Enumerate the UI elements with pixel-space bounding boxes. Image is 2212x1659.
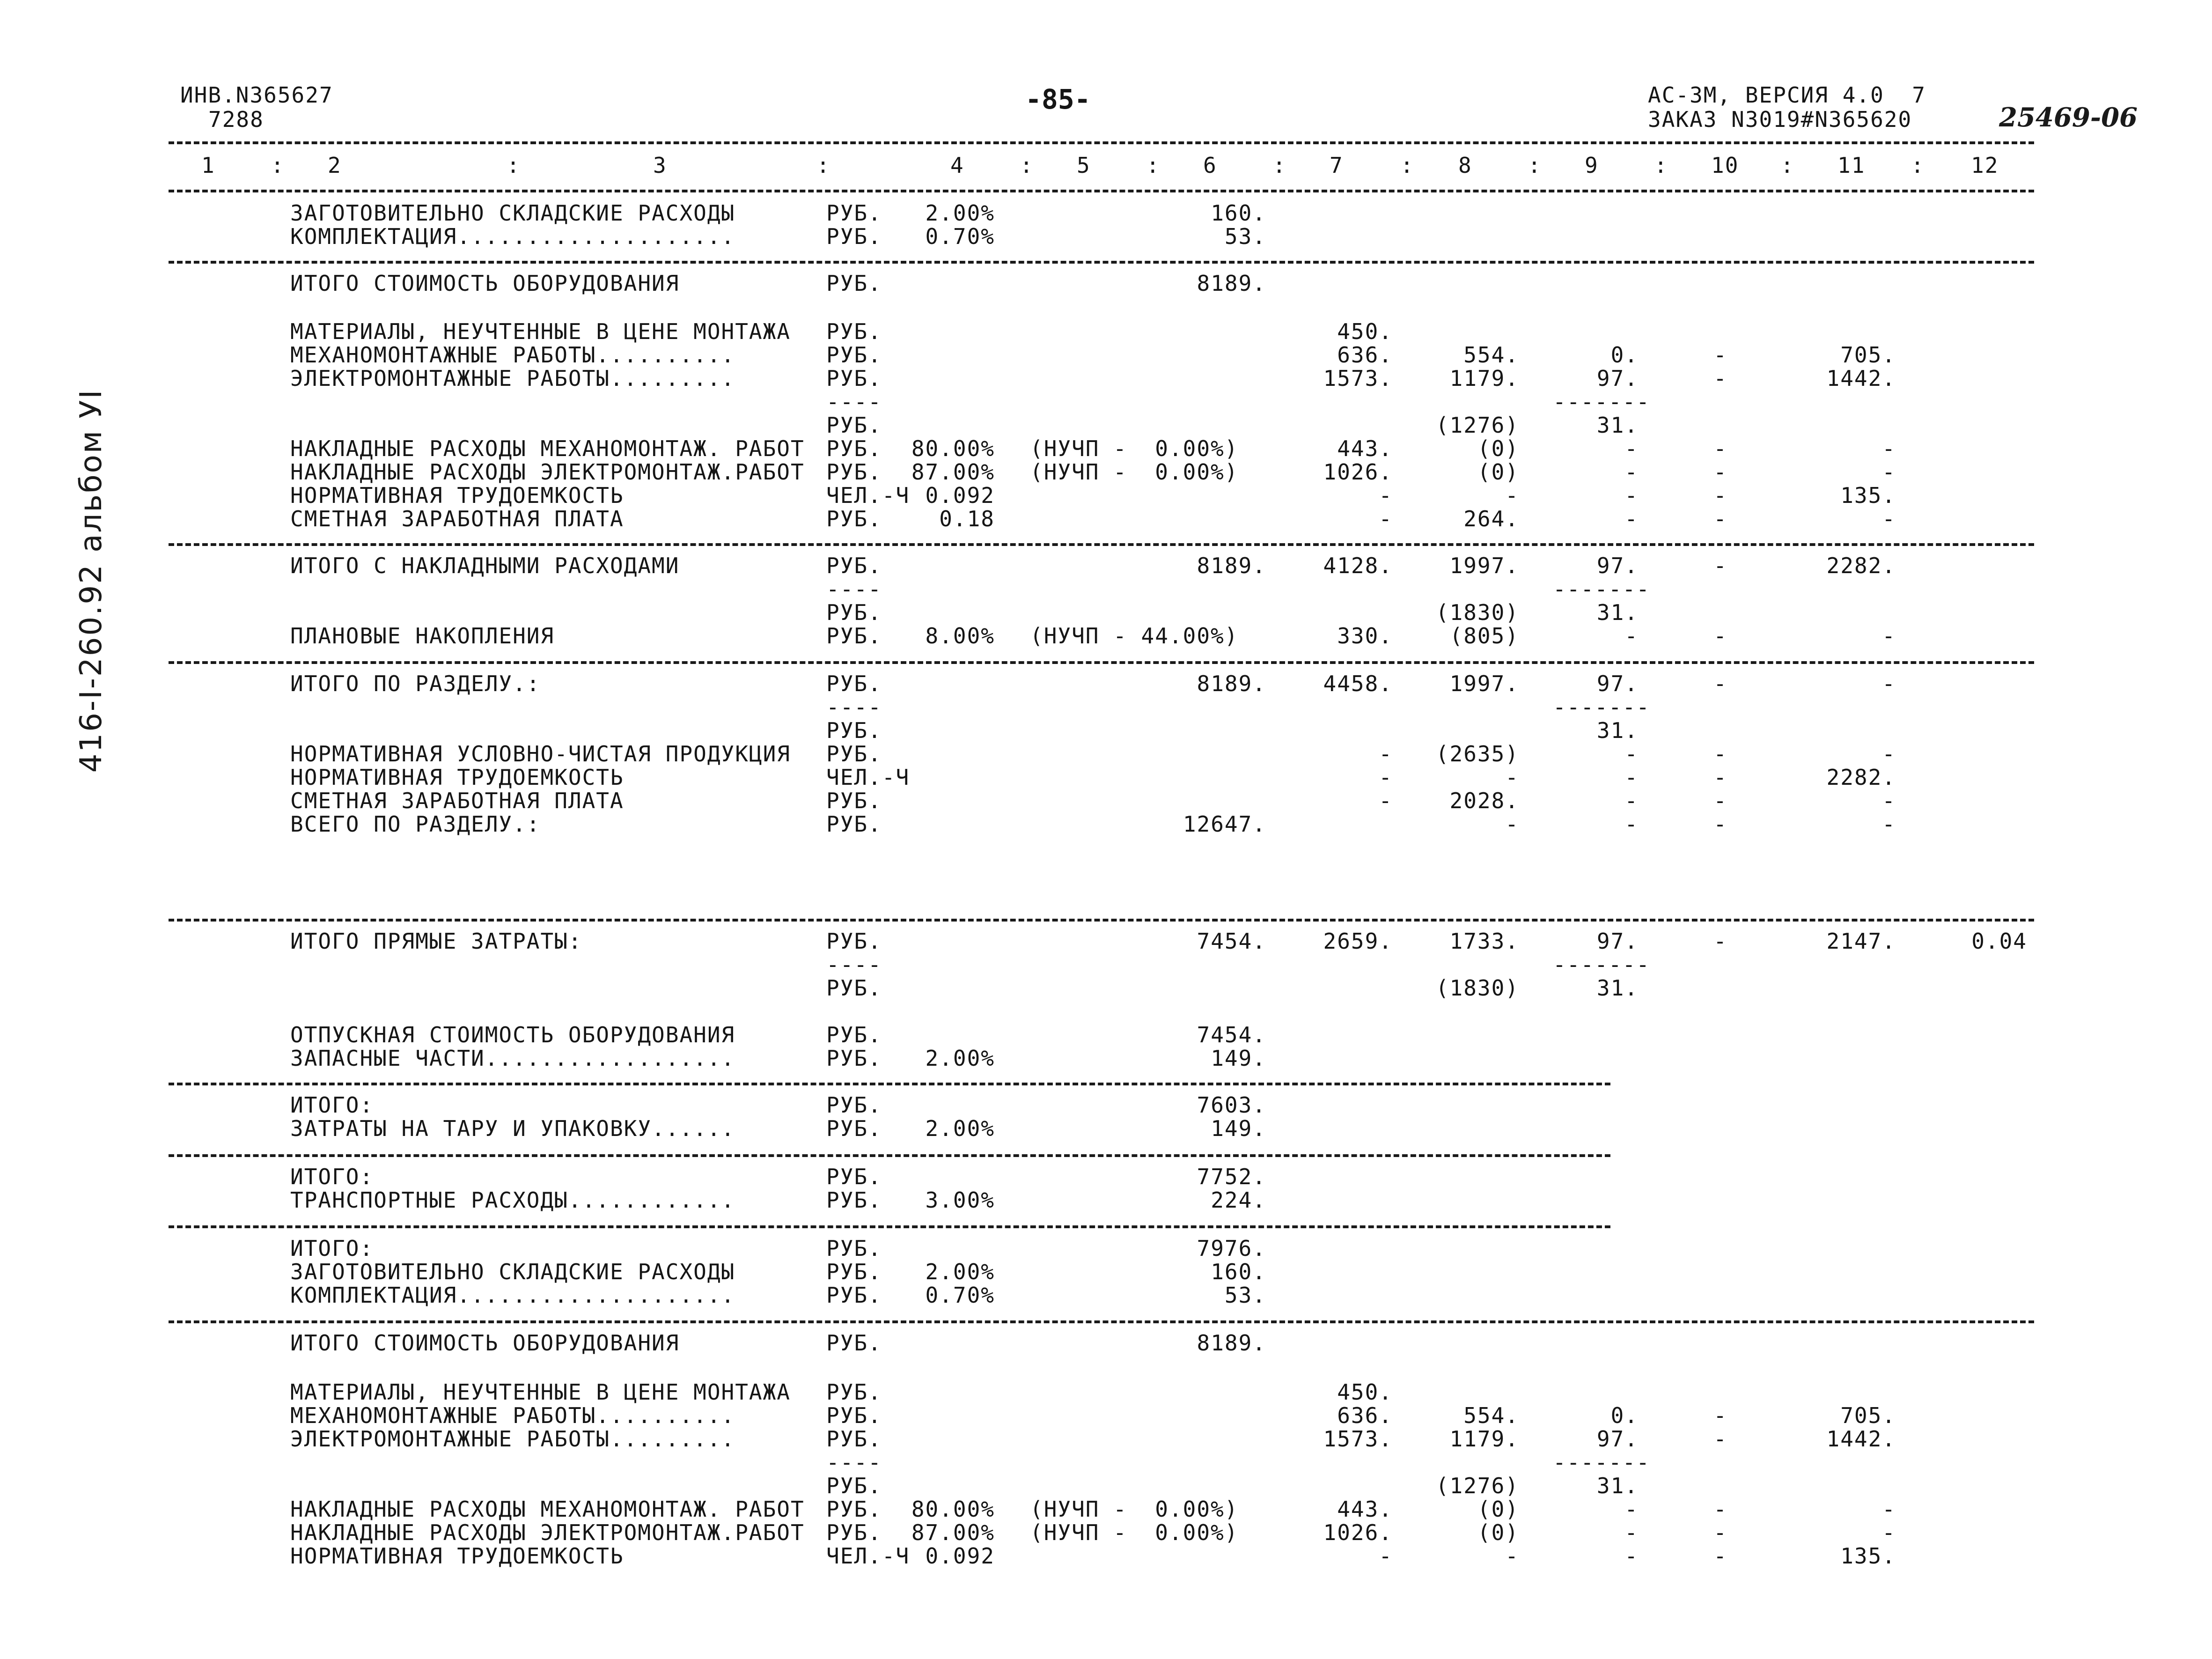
order-number: ЗАКАЗ N3019#N365620 xyxy=(1648,107,1912,132)
total-cost-cell: - xyxy=(1379,1543,1393,1569)
wage-cell: - xyxy=(1505,483,1519,508)
wage-cell: (0) xyxy=(1477,1520,1519,1545)
total-cost-cell: - xyxy=(1379,483,1393,508)
row-label: НОРМАТИВНАЯ ТРУДОЕМКОСТЬ xyxy=(290,483,624,508)
total-cost-cell: 450. xyxy=(1337,319,1393,344)
unit-cell: РУБ. xyxy=(826,342,882,368)
unit-cell: РУБ. xyxy=(826,459,882,485)
total-cost-cell: - xyxy=(1379,765,1393,790)
row-label: ПЛАНОВЫЕ НАКОПЛЕНИЯ xyxy=(290,623,555,649)
unit-cell: РУБ. xyxy=(826,1403,882,1428)
machine-cell: ------- xyxy=(1553,1450,1650,1475)
col10-cell: - xyxy=(1713,1543,1727,1569)
unit-cell: РУБ. xyxy=(826,718,882,743)
rate-cell: 0.092 xyxy=(925,483,995,508)
equipment-cost-cell: 8189. xyxy=(1197,671,1266,696)
row-label: КОМПЛЕКТАЦИЯ.................... xyxy=(290,224,735,249)
column-separator: : xyxy=(1911,153,1925,178)
wage-cell: (1276) xyxy=(1435,1473,1519,1498)
row-label: ИТОГО СТОИМОСТЬ ОБОРУДОВАНИЯ xyxy=(290,271,680,296)
wage-cell: - xyxy=(1505,811,1519,837)
equipment-cost-cell: 8189. xyxy=(1197,1330,1266,1356)
column-number: 2 xyxy=(328,153,342,178)
machine-cell: ------- xyxy=(1553,576,1650,602)
col10-cell: - xyxy=(1713,1403,1727,1428)
rate-cell: 2.00% xyxy=(925,1259,995,1284)
total-cost-cell: 2659. xyxy=(1323,929,1393,954)
equipment-cost-cell: 7976. xyxy=(1197,1236,1266,1261)
rate-cell: 87.00% xyxy=(911,459,995,485)
total-cost-cell: 443. xyxy=(1337,436,1393,461)
row-label: ИТОГО: xyxy=(290,1092,374,1118)
col10-cell: - xyxy=(1713,483,1727,508)
total-cost-cell: 1573. xyxy=(1323,1426,1393,1452)
col10-cell: - xyxy=(1713,436,1727,461)
wage-cell: 1733. xyxy=(1449,929,1519,954)
row-label: ИТОГО ПО РАЗДЕЛУ.: xyxy=(290,671,541,696)
labor-cell: 1442. xyxy=(1826,1426,1896,1452)
rate-cell: 3.00% xyxy=(925,1187,995,1213)
col10-cell: - xyxy=(1713,342,1727,368)
col10-cell: - xyxy=(1713,366,1727,391)
labor-cell: - xyxy=(1882,671,1896,696)
unit-cell: РУБ. xyxy=(826,1046,882,1071)
column-number: 4 xyxy=(950,153,964,178)
unit-cell: РУБ. xyxy=(826,811,882,837)
col10-cell: - xyxy=(1713,506,1727,531)
rate-cell: 2.00% xyxy=(925,1046,995,1071)
unit-cell: РУБ. xyxy=(826,1022,882,1047)
row-label: ЗАГОТОВИТЕЛЬНО СКЛАДСКИЕ РАСХОДЫ xyxy=(290,1259,735,1284)
wage-cell: (0) xyxy=(1477,1497,1519,1522)
col10-cell: - xyxy=(1713,741,1727,767)
column-separator: : xyxy=(1400,153,1414,178)
column-number: 5 xyxy=(1077,153,1091,178)
column-number: 7 xyxy=(1330,153,1344,178)
rate-cell: 8.00% xyxy=(925,623,995,649)
equipment-cost-cell: 160. xyxy=(1211,200,1266,226)
col10-cell: - xyxy=(1713,811,1727,837)
row-label: ТРАНСПОРТНЫЕ РАСХОДЫ............ xyxy=(290,1187,735,1213)
unit-cell: РУБ. xyxy=(826,741,882,767)
unit-cell: РУБ. xyxy=(826,224,882,249)
unit-cell: РУБ. xyxy=(826,366,882,391)
equipment-cost-cell: 8189. xyxy=(1197,553,1266,578)
equipment-cost-cell: 7752. xyxy=(1197,1164,1266,1189)
equipment-cost-cell: 224. xyxy=(1211,1187,1266,1213)
wage-cell: 1179. xyxy=(1449,366,1519,391)
row-label: НОРМАТИВНАЯ ТРУДОЕМКОСТЬ xyxy=(290,1543,624,1569)
unit-cell: РУБ. xyxy=(826,788,882,813)
rule-line xyxy=(169,661,2034,664)
rule-line xyxy=(169,1083,1610,1085)
equipment-cost-cell: 7603. xyxy=(1197,1092,1266,1118)
machine-cell: - xyxy=(1624,1543,1639,1569)
column-separator: : xyxy=(816,153,830,178)
equipment-cost-cell: 7454. xyxy=(1197,1022,1266,1047)
column-separator: : xyxy=(271,153,285,178)
labor-cell: - xyxy=(1882,436,1896,461)
labor-cell: 2282. xyxy=(1826,553,1896,578)
column-number: 6 xyxy=(1203,153,1217,178)
col10-cell: - xyxy=(1713,459,1727,485)
rule-line xyxy=(169,190,2034,192)
machine-cell: - xyxy=(1624,506,1639,531)
unit-cell: РУБ. xyxy=(826,929,882,954)
machine-cell: - xyxy=(1624,1497,1639,1522)
col10-cell: - xyxy=(1713,788,1727,813)
machine-cell: 97. xyxy=(1596,366,1639,391)
unit-cell: РУБ. xyxy=(826,506,882,531)
row-label: ЗАТРАТЫ НА ТАРУ И УПАКОВКУ...... xyxy=(290,1116,735,1141)
machine-cell: 31. xyxy=(1596,1473,1639,1498)
unit-cell: РУБ. xyxy=(826,1116,882,1141)
nuchp-cell: (НУЧП - 0.00%) xyxy=(1030,1497,1239,1522)
inventory-number: ИНВ.N365627 xyxy=(180,82,333,108)
total-cost-cell: 1573. xyxy=(1323,366,1393,391)
unit-cell: РУБ. xyxy=(826,1330,882,1356)
wage-cell: 1179. xyxy=(1449,1426,1519,1452)
rate-cell: 80.00% xyxy=(911,1497,995,1522)
labor-cell: 135. xyxy=(1840,483,1896,508)
total-cost-cell: 636. xyxy=(1337,342,1393,368)
unit-cell: РУБ. xyxy=(826,1187,882,1213)
wage-cell: 1997. xyxy=(1449,671,1519,696)
side-album-label: 416-I-260.92 альбом УI xyxy=(74,388,109,773)
row-label: СМЕТНАЯ ЗАРАБОТНАЯ ПЛАТА xyxy=(290,506,624,531)
row-label: ЭЛЕКТРОМОНТАЖНЫЕ РАБОТЫ......... xyxy=(290,366,735,391)
row-label: КОМПЛЕКТАЦИЯ.................... xyxy=(290,1283,735,1308)
row-label: НАКЛАДНЫЕ РАСХОДЫ ЭЛЕКТРОМОНТАЖ.РАБОТ xyxy=(290,459,805,485)
column-number: 8 xyxy=(1458,153,1472,178)
col10-cell: - xyxy=(1713,1497,1727,1522)
rule-line xyxy=(169,543,2034,546)
row-label: ИТОГО: xyxy=(290,1236,374,1261)
unit-cell: РУБ. xyxy=(826,1379,882,1405)
wage-cell: 554. xyxy=(1463,1403,1519,1428)
machine-cell: 31. xyxy=(1596,600,1639,625)
total-cost-cell: 330. xyxy=(1337,623,1393,649)
row-label: НОРМАТИВНАЯ УСЛОВНО-ЧИСТАЯ ПРОДУКЦИЯ xyxy=(290,741,791,767)
equipment-cost-cell: 7454. xyxy=(1197,929,1266,954)
wage-cell: 264. xyxy=(1463,506,1519,531)
unit-cell: РУБ. xyxy=(826,671,882,696)
machine-cell: - xyxy=(1624,765,1639,790)
unit-cell: ЧЕЛ.-Ч xyxy=(826,483,910,508)
rule-line xyxy=(169,141,2034,144)
machine-cell: ------- xyxy=(1553,952,1650,977)
column-number: 3 xyxy=(653,153,667,178)
equipment-cost-cell: 8189. xyxy=(1197,271,1266,296)
rate-cell: 2.00% xyxy=(925,1116,995,1141)
unit-cell: ---- xyxy=(826,952,882,977)
rate-cell: 0.70% xyxy=(925,224,995,249)
wage-cell: 1997. xyxy=(1449,553,1519,578)
unit-cell: РУБ. xyxy=(826,271,882,296)
rule-line xyxy=(169,1320,2034,1323)
unit-cell: РУБ. xyxy=(826,1259,882,1284)
column-number: 1 xyxy=(201,153,215,178)
total-cost-cell: - xyxy=(1379,506,1393,531)
unit-cell: ---- xyxy=(826,576,882,602)
machine-cell: - xyxy=(1624,623,1639,649)
col10-cell: - xyxy=(1713,1426,1727,1452)
rate-cell: 80.00% xyxy=(911,436,995,461)
row-label: ИТОГО: xyxy=(290,1164,374,1189)
wage-cell: (1276) xyxy=(1435,413,1519,438)
unit-cell: РУБ. xyxy=(826,1426,882,1452)
equipment-cost-cell: 160. xyxy=(1211,1259,1266,1284)
equipment-cost-cell: 12647. xyxy=(1183,811,1266,837)
labor-cell: 1442. xyxy=(1826,366,1896,391)
wage-cell: (1830) xyxy=(1435,975,1519,1001)
machine-cell: 97. xyxy=(1596,929,1639,954)
machine-cell: ------- xyxy=(1553,389,1650,414)
unit-cell: ---- xyxy=(826,389,882,414)
column-number: 10 xyxy=(1711,153,1739,178)
row-label: МЕХАНОМОНТАЖНЫЕ РАБОТЫ.......... xyxy=(290,342,735,368)
wage-cell: - xyxy=(1505,1543,1519,1569)
rate-cell: 0.092 xyxy=(925,1543,995,1569)
column-number: 11 xyxy=(1837,153,1866,178)
unit-cell: РУБ. xyxy=(826,1520,882,1545)
row-label: ЭЛЕКТРОМОНТАЖНЫЕ РАБОТЫ......... xyxy=(290,1426,735,1452)
page-number: -85- xyxy=(1025,83,1091,115)
row-label: МЕХАНОМОНТАЖНЫЕ РАБОТЫ.......... xyxy=(290,1403,735,1428)
machine-cell: - xyxy=(1624,1520,1639,1545)
total-cost-cell: 450. xyxy=(1337,1379,1393,1405)
machine-cell: 97. xyxy=(1596,671,1639,696)
col10-cell: - xyxy=(1713,623,1727,649)
program-version: АС-3М, ВЕРСИЯ 4.0 7 xyxy=(1648,82,1926,108)
equipment-cost-cell: 53. xyxy=(1224,224,1266,249)
machine-cell: 31. xyxy=(1596,413,1639,438)
unit-cell: ---- xyxy=(826,694,882,720)
labor-cell: - xyxy=(1882,459,1896,485)
column-number: 9 xyxy=(1585,153,1599,178)
equipment-cost-cell: 53. xyxy=(1224,1283,1266,1308)
unit-cell: РУБ. xyxy=(826,1283,882,1308)
unit-cell: ЧЕЛ.-Ч xyxy=(826,1543,910,1569)
wage-cell: (805) xyxy=(1449,623,1519,649)
wage-cell: - xyxy=(1505,765,1519,790)
column-separator: : xyxy=(1654,153,1668,178)
row-label: ВСЕГО ПО РАЗДЕЛУ.: xyxy=(290,811,541,837)
unit-cell: РУБ. xyxy=(826,1497,882,1522)
labor-cell: 705. xyxy=(1840,342,1896,368)
row-label: НАКЛАДНЫЕ РАСХОДЫ МЕХАНОМОНТАЖ. РАБОТ xyxy=(290,1497,805,1522)
unit-cell: ---- xyxy=(826,1450,882,1475)
labor-cell: - xyxy=(1882,1520,1896,1545)
row-label: НАКЛАДНЫЕ РАСХОДЫ МЕХАНОМОНТАЖ. РАБОТ xyxy=(290,436,805,461)
unit-cell: РУБ. xyxy=(826,1164,882,1189)
labor-cell: - xyxy=(1882,811,1896,837)
row-label: ОТПУСКНАЯ СТОИМОСТЬ ОБОРУДОВАНИЯ xyxy=(290,1022,735,1047)
unit-cell: РУБ. xyxy=(826,1236,882,1261)
column-separator: : xyxy=(1528,153,1542,178)
labor-cell: 2147. xyxy=(1826,929,1896,954)
rate-cell: 0.70% xyxy=(925,1283,995,1308)
nuchp-cell: (НУЧП - 44.00%) xyxy=(1030,623,1239,649)
row-label: ИТОГО ПРЯМЫЕ ЗАТРАТЫ: xyxy=(290,929,582,954)
labor-cell: 705. xyxy=(1840,1403,1896,1428)
unit-cell: РУБ. xyxy=(826,600,882,625)
equipment-cost-cell: 149. xyxy=(1211,1116,1266,1141)
col10-cell: - xyxy=(1713,929,1727,954)
total-cost-cell: 1026. xyxy=(1323,459,1393,485)
labor-cell: 2282. xyxy=(1826,765,1896,790)
unit-cell: РУБ. xyxy=(826,623,882,649)
rule-line xyxy=(169,919,2034,922)
document-code: 7288 xyxy=(208,107,264,132)
unit-cell: РУБ. xyxy=(826,413,882,438)
row-label: НАКЛАДНЫЕ РАСХОДЫ ЭЛЕКТРОМОНТАЖ.РАБОТ xyxy=(290,1520,805,1545)
row-label: НОРМАТИВНАЯ ТРУДОЕМКОСТЬ xyxy=(290,765,624,790)
labor-cell: - xyxy=(1882,506,1896,531)
unit-cell: ЧЕЛ.-Ч xyxy=(826,765,910,790)
column-separator: : xyxy=(1780,153,1795,178)
col10-cell: - xyxy=(1713,553,1727,578)
nuchp-cell: (НУЧП - 0.00%) xyxy=(1030,459,1239,485)
total-cost-cell: 4128. xyxy=(1323,553,1393,578)
nuchp-cell: (НУЧП - 0.00%) xyxy=(1030,1520,1239,1545)
column-separator: : xyxy=(1272,153,1287,178)
wage-cell: (1830) xyxy=(1435,600,1519,625)
wage-cell: (2635) xyxy=(1435,741,1519,767)
wage-cell: (0) xyxy=(1477,459,1519,485)
machine-cell: 0. xyxy=(1610,342,1639,368)
machine-cell: - xyxy=(1624,788,1639,813)
labor-cell: - xyxy=(1882,1497,1896,1522)
rate-cell: 87.00% xyxy=(911,1520,995,1545)
row-label: СМЕТНАЯ ЗАРАБОТНАЯ ПЛАТА xyxy=(290,788,624,813)
unit-cell: РУБ. xyxy=(826,975,882,1001)
machine-cell: 31. xyxy=(1596,718,1639,743)
unit-cell: РУБ. xyxy=(826,1092,882,1118)
row-label: ЗАГОТОВИТЕЛЬНО СКЛАДСКИЕ РАСХОДЫ xyxy=(290,200,735,226)
row-label: ИТОГО СТОИМОСТЬ ОБОРУДОВАНИЯ xyxy=(290,1330,680,1356)
rate-cell: 0.18 xyxy=(939,506,995,531)
col10-cell: - xyxy=(1713,1520,1727,1545)
labor-cell: - xyxy=(1882,741,1896,767)
rule-line xyxy=(169,261,2034,264)
machine-cell: - xyxy=(1624,741,1639,767)
total-cost-cell: 443. xyxy=(1337,1497,1393,1522)
column-number: 12 xyxy=(1971,153,1999,178)
total-cost-cell: - xyxy=(1379,741,1393,767)
rule-line xyxy=(169,1154,1610,1157)
machine-cell: 0. xyxy=(1610,1403,1639,1428)
machine-cell: - xyxy=(1624,436,1639,461)
machine-cell: 97. xyxy=(1596,553,1639,578)
col10-cell: - xyxy=(1713,765,1727,790)
unit-cell: РУБ. xyxy=(826,436,882,461)
column-separator: : xyxy=(507,153,521,178)
wage-cell: 2028. xyxy=(1449,788,1519,813)
column-separator: : xyxy=(1020,153,1034,178)
equipment-cost-cell: 149. xyxy=(1211,1046,1266,1071)
total-cost-cell: 4458. xyxy=(1323,671,1393,696)
row-label: ИТОГО С НАКЛАДНЫМИ РАСХОДАМИ xyxy=(290,553,680,578)
unit-cell: РУБ. xyxy=(826,200,882,226)
machine-cell: ------- xyxy=(1553,694,1650,720)
machine-cell: 97. xyxy=(1596,1426,1639,1452)
handwritten-number: 25469-06 xyxy=(1999,102,2138,133)
rate-cell: 2.00% xyxy=(925,200,995,226)
nuchp-cell: (НУЧП - 0.00%) xyxy=(1030,436,1239,461)
rule-line xyxy=(169,1225,1610,1228)
unit-cell: РУБ. xyxy=(826,1473,882,1498)
row-label: ЗАПАСНЫЕ ЧАСТИ.................. xyxy=(290,1046,735,1071)
unit-cell: РУБ. xyxy=(826,319,882,344)
row-label: МАТЕРИАЛЫ, НЕУЧТЕННЫЕ В ЦЕНЕ МОНТАЖА xyxy=(290,319,791,344)
labor-cell: - xyxy=(1882,788,1896,813)
labor-cell: - xyxy=(1882,623,1896,649)
wage-cell: 554. xyxy=(1463,342,1519,368)
machine-cell: - xyxy=(1624,483,1639,508)
unit-cell: РУБ. xyxy=(826,553,882,578)
row-label: МАТЕРИАЛЫ, НЕУЧТЕННЫЕ В ЦЕНЕ МОНТАЖА xyxy=(290,1379,791,1405)
col12-cell: 0.04 xyxy=(1971,929,2027,954)
machine-cell: - xyxy=(1624,811,1639,837)
machine-cell: 31. xyxy=(1596,975,1639,1001)
total-cost-cell: 1026. xyxy=(1323,1520,1393,1545)
total-cost-cell: - xyxy=(1379,788,1393,813)
labor-cell: 135. xyxy=(1840,1543,1896,1569)
total-cost-cell: 636. xyxy=(1337,1403,1393,1428)
machine-cell: - xyxy=(1624,459,1639,485)
col10-cell: - xyxy=(1713,671,1727,696)
wage-cell: (0) xyxy=(1477,436,1519,461)
column-separator: : xyxy=(1146,153,1161,178)
